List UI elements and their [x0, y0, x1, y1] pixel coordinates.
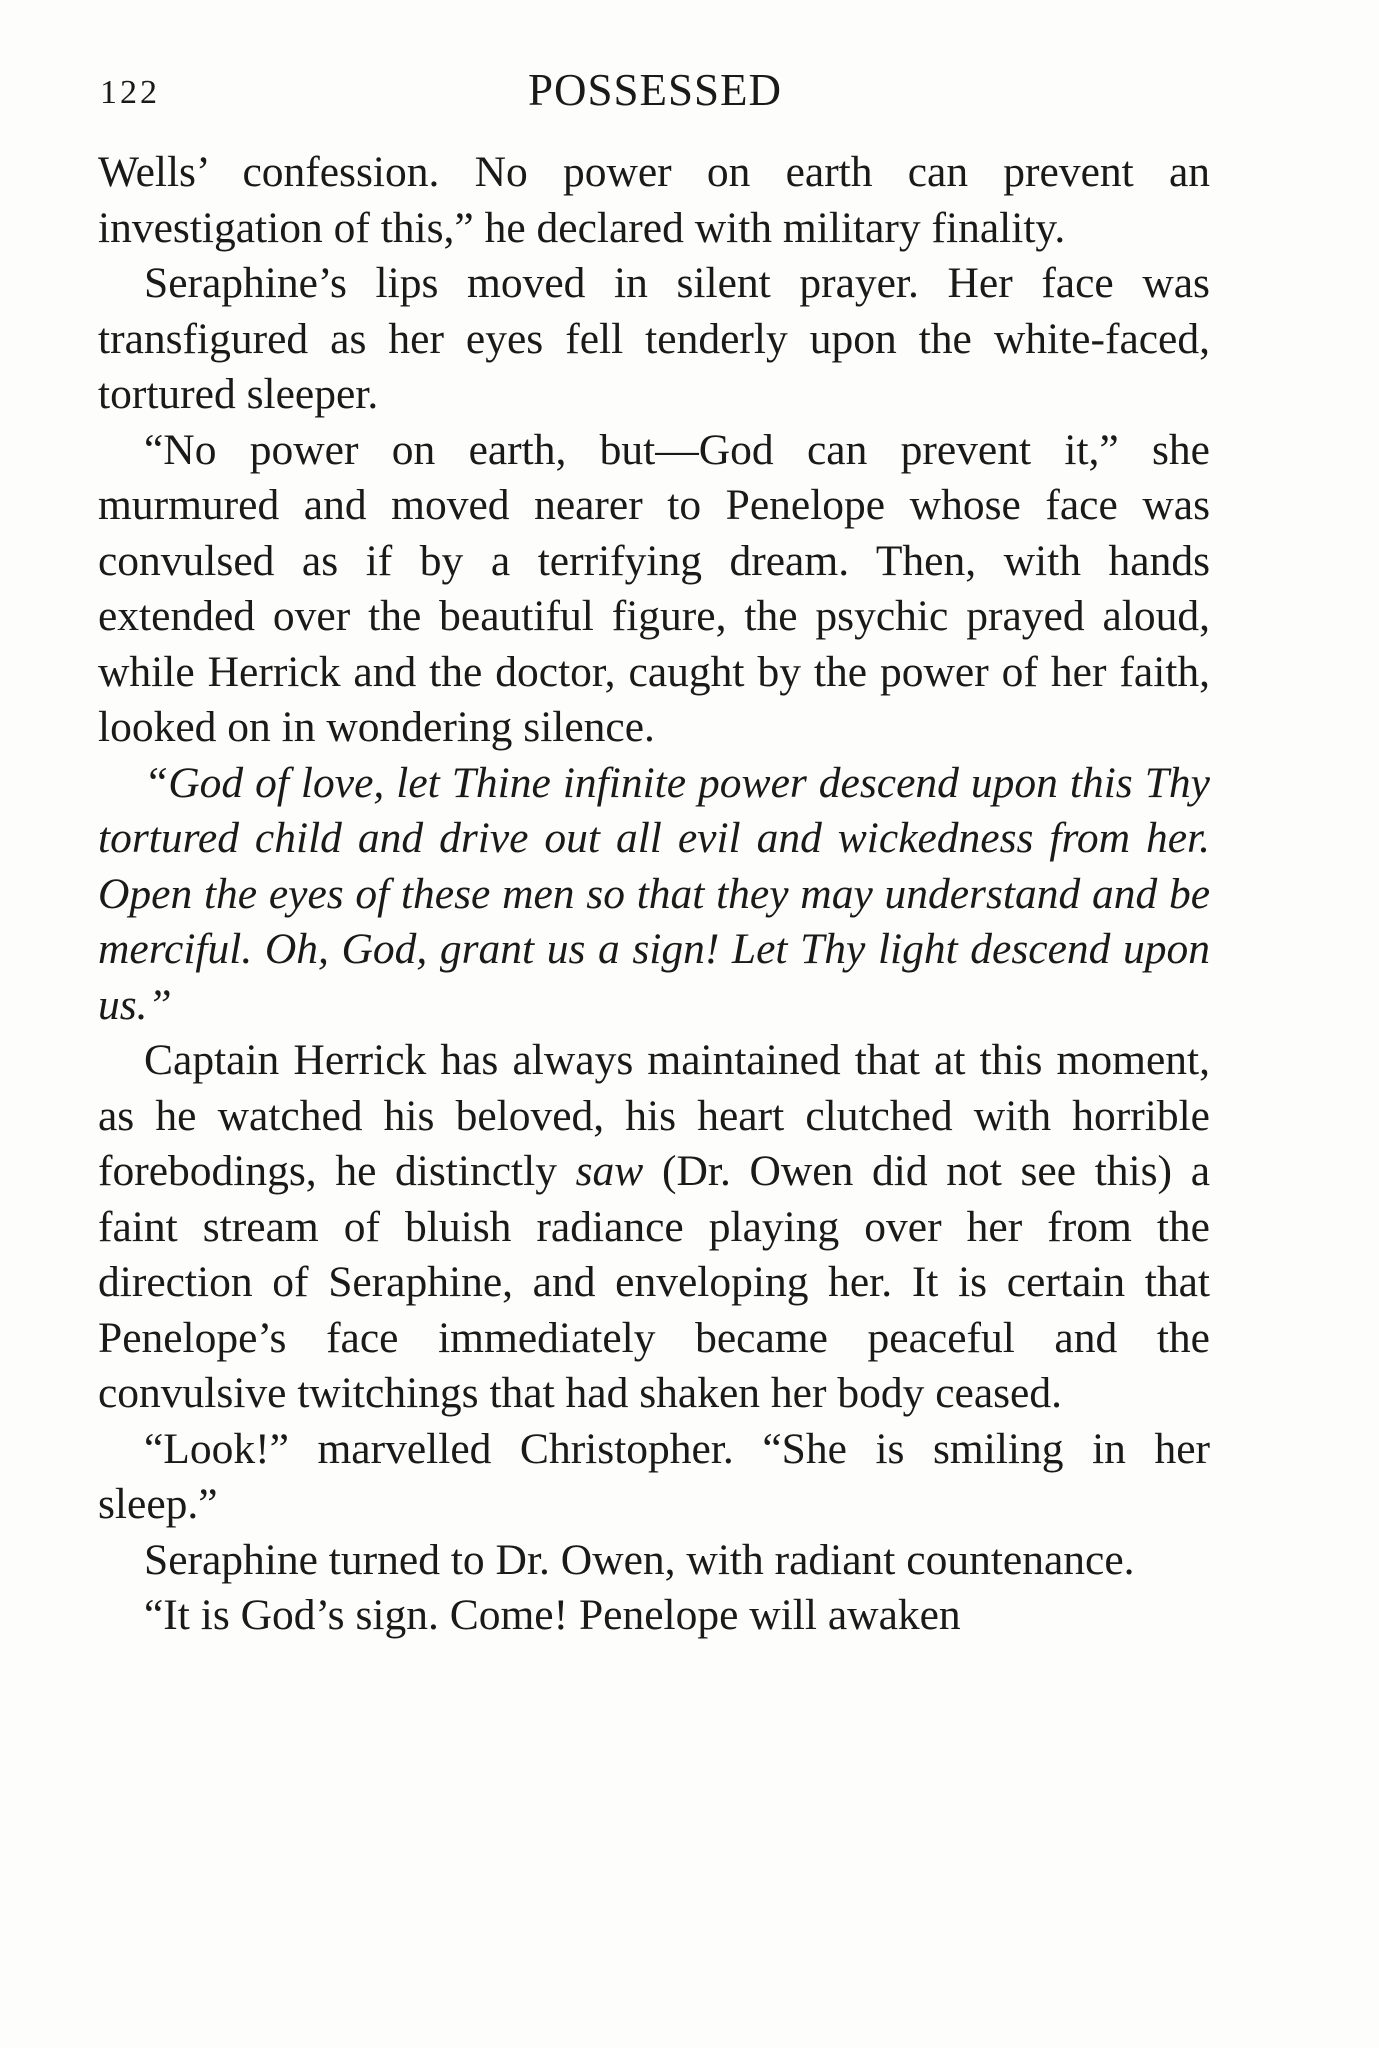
- page-number: 122: [100, 74, 160, 111]
- body-text: [98, 145, 1210, 1644]
- emphasis-saw: saw: [575, 1147, 644, 1195]
- paragraph-5-part-1: Captain Herrick has always maintained that at this moment, as he watched his beloved, his heart clutched with horrible forebodings, he distinctly: [98, 1036, 1210, 1195]
- prayer-paragraph: “God of love, let Thine infinite power descend upon this Thy tortured child and drive out all evil and wickedness from her. Open the eyes of these men so that they may understand and be merciful. Oh, God, grant us a sign! Let Thy light descend upon us.”: [98, 758, 1210, 1029]
- paragraph-3: “No power on earth, but—God can prevent it,” she murmured and moved nearer to Penelope whose face was convulsed as if by a terrifying dream. Then, with hands extended over the beautiful figure, the psychic prayed aloud, while Herrick and the doctor, caught by the power of her faith, looked on in wondering silence.: [98, 425, 1210, 751]
- paragraph-6: “Look!” marvelled Christopher. “She is smiling in her sleep.”: [98, 1424, 1210, 1528]
- paragraph-5-part-2: (Dr. Owen did not see this) a faint stream of bluish radiance playing over her from the direction of Seraphine, and enveloping her. It is certain that Penelope’s face immediately became peaceful and the convulsive twitchings that had shaken her body ceased.: [98, 1147, 1210, 1417]
- running-title: POSSESSED: [527, 65, 783, 115]
- paragraph-1: Wells’ confession. No power on earth can prevent an investigation of this,” he declared with military finality.: [98, 148, 1210, 252]
- paragraph-8: “It is God’s sign. Come! Penelope will awaken: [144, 1591, 961, 1639]
- paragraph-5: [98, 1033, 1210, 1422]
- paragraph-7: Seraphine turned to Dr. Owen, with radiant countenance.: [144, 1535, 1135, 1584]
- paragraph-2: Seraphine’s lips moved in silent prayer. Her face was transfigured as her eyes fell tenderly upon the white-faced, tortured sleeper.: [98, 259, 1210, 418]
- running-head: [100, 64, 1210, 124]
